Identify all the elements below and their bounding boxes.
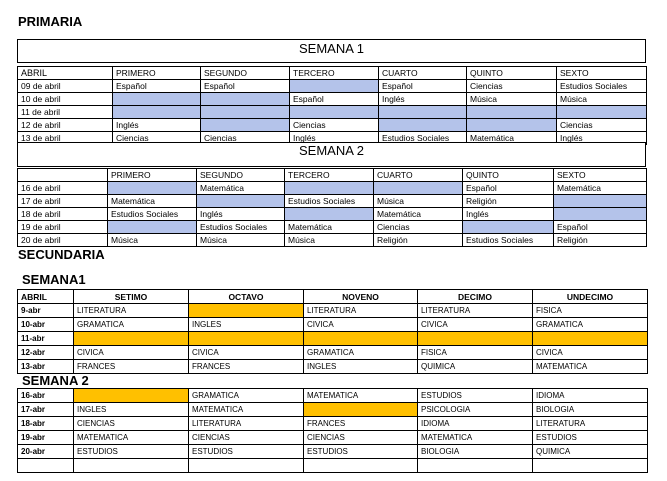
- table-header-row: [18, 67, 647, 80]
- secundaria-semana1-table: [17, 289, 648, 374]
- table-cell: Inglés: [113, 119, 201, 132]
- date-cell: 19-abr: [18, 431, 74, 445]
- date-cell: 20-abr: [18, 445, 74, 459]
- date-cell: [18, 459, 74, 473]
- table-row: [18, 195, 647, 208]
- header-cell: PRIMERO: [108, 169, 197, 182]
- table-cell: Matemática: [108, 195, 197, 208]
- table-cell: [285, 182, 374, 195]
- table-cell: ESTUDIOS: [74, 445, 189, 459]
- table-cell: Inglés: [290, 132, 379, 145]
- table-cell: CIENCIAS: [304, 431, 418, 445]
- table-cell: Música: [285, 234, 374, 247]
- table-row: [18, 221, 647, 234]
- table-cell: IDIOMA: [418, 417, 533, 431]
- table-cell: Español: [113, 80, 201, 93]
- table-cell: Español: [554, 221, 647, 234]
- table-row: [18, 360, 648, 374]
- table-cell: Música: [197, 234, 285, 247]
- table-cell: FRANCES: [304, 417, 418, 431]
- table-cell: [533, 459, 648, 473]
- primaria-title: PRIMARIA: [18, 14, 83, 29]
- table-row: [18, 389, 648, 403]
- table-cell: GRAMATICA: [74, 318, 189, 332]
- table-row: [18, 431, 648, 445]
- header-cell: SEXTO: [557, 67, 647, 80]
- table-cell: Ciencias: [113, 132, 201, 145]
- date-cell: 11-abr: [18, 332, 74, 346]
- table-cell: [467, 119, 557, 132]
- table-cell: Estudios Sociales: [197, 221, 285, 234]
- table-cell: FISICA: [533, 304, 648, 318]
- table-row: [18, 182, 647, 195]
- table-cell: [304, 403, 418, 417]
- table-cell: MATEMATICA: [74, 431, 189, 445]
- table-cell: [418, 459, 533, 473]
- table-cell: Religión: [374, 234, 463, 247]
- header-cell: SETIMO: [74, 290, 189, 304]
- date-cell: 09 de abril: [18, 80, 113, 93]
- table-cell: [554, 195, 647, 208]
- table-cell: [379, 119, 467, 132]
- table-row: [18, 80, 647, 93]
- table-cell: [74, 459, 189, 473]
- table-cell: [201, 106, 290, 119]
- table-cell: Estudios Sociales: [285, 195, 374, 208]
- table-cell: [379, 106, 467, 119]
- header-cell: SEGUNDO: [201, 67, 290, 80]
- table-row: [18, 106, 647, 119]
- date-cell: 18-abr: [18, 417, 74, 431]
- table-cell: [189, 459, 304, 473]
- table-cell: LITERATURA: [418, 304, 533, 318]
- table-cell: MATEMATICA: [533, 360, 648, 374]
- table-cell: Español: [379, 80, 467, 93]
- table-row: [18, 346, 648, 360]
- table-header-row: [18, 290, 648, 304]
- table-cell: LITERATURA: [74, 304, 189, 318]
- table-cell: LITERATURA: [304, 304, 418, 318]
- date-cell: 11 de abril: [18, 106, 113, 119]
- table-cell: GRAMATICA: [533, 318, 648, 332]
- table-cell: Matemática: [374, 208, 463, 221]
- table-cell: INGLES: [189, 318, 304, 332]
- date-cell: 10 de abril: [18, 93, 113, 106]
- table-row: [18, 318, 648, 332]
- header-cell: TERCERO: [290, 67, 379, 80]
- table-row: [18, 459, 648, 473]
- header-cell: SEXTO: [554, 169, 647, 182]
- table-cell: [74, 332, 189, 346]
- date-cell: 9-abr: [18, 304, 74, 318]
- header-cell: OCTAVO: [189, 290, 304, 304]
- table-cell: Inglés: [557, 132, 647, 145]
- table-cell: GRAMATICA: [304, 346, 418, 360]
- table-cell: [189, 332, 304, 346]
- table-cell: CIENCIAS: [74, 417, 189, 431]
- table-cell: [304, 332, 418, 346]
- table-cell: Matemática: [197, 182, 285, 195]
- header-cell: QUINTO: [467, 67, 557, 80]
- table-cell: [197, 195, 285, 208]
- table-cell: Estudios Sociales: [557, 80, 647, 93]
- table-cell: [189, 304, 304, 318]
- table-cell: [290, 80, 379, 93]
- date-cell: 12-abr: [18, 346, 74, 360]
- primaria-semana1-table: [17, 66, 647, 145]
- table-cell: ESTUDIOS: [418, 389, 533, 403]
- table-cell: INGLES: [304, 360, 418, 374]
- table-cell: Ciencias: [557, 119, 647, 132]
- table-cell: Ciencias: [201, 132, 290, 145]
- table-cell: [554, 208, 647, 221]
- date-cell: 12 de abril: [18, 119, 113, 132]
- header-cell: ABRIL: [18, 67, 113, 80]
- table-cell: CIENCIAS: [189, 431, 304, 445]
- table-cell: IDIOMA: [533, 389, 648, 403]
- table-cell: [374, 182, 463, 195]
- header-cell: CUARTO: [374, 169, 463, 182]
- table-cell: QUIMICA: [418, 360, 533, 374]
- table-cell: Estudios Sociales: [379, 132, 467, 145]
- table-cell: Matemática: [467, 132, 557, 145]
- table-cell: [201, 93, 290, 106]
- table-cell: FRANCES: [189, 360, 304, 374]
- table-cell: INGLES: [74, 403, 189, 417]
- table-cell: ESTUDIOS: [189, 445, 304, 459]
- table-header-row: [18, 169, 647, 182]
- primaria-semana2-label: SEMANA 2: [17, 142, 646, 167]
- table-cell: Español: [201, 80, 290, 93]
- table-row: [18, 304, 648, 318]
- table-cell: CIVICA: [533, 346, 648, 360]
- table-cell: Estudios Sociales: [463, 234, 554, 247]
- header-cell: QUINTO: [463, 169, 554, 182]
- date-cell: 13-abr: [18, 360, 74, 374]
- table-cell: PSICOLOGIA: [418, 403, 533, 417]
- table-cell: [533, 332, 648, 346]
- table-cell: [113, 106, 201, 119]
- table-cell: MATEMATICA: [304, 389, 418, 403]
- table-cell: Música: [467, 93, 557, 106]
- table-cell: Religión: [463, 195, 554, 208]
- table-row: [18, 445, 648, 459]
- table-cell: [418, 332, 533, 346]
- table-cell: Inglés: [463, 208, 554, 221]
- table-cell: [467, 106, 557, 119]
- secundaria-title: SECUNDARIA: [18, 247, 105, 262]
- table-cell: Música: [557, 93, 647, 106]
- secundaria-semana1-label: SEMANA1: [22, 272, 86, 287]
- date-cell: 16-abr: [18, 389, 74, 403]
- table-cell: Religión: [554, 234, 647, 247]
- table-cell: Inglés: [379, 93, 467, 106]
- primaria-semana1-label: SEMANA 1: [17, 39, 646, 63]
- table-cell: FISICA: [418, 346, 533, 360]
- table-cell: LITERATURA: [189, 417, 304, 431]
- table-cell: Ciencias: [290, 119, 379, 132]
- table-cell: CIVICA: [304, 318, 418, 332]
- date-cell: 18 de abril: [18, 208, 108, 221]
- header-cell: NOVENO: [304, 290, 418, 304]
- table-cell: QUIMICA: [533, 445, 648, 459]
- table-cell: [108, 221, 197, 234]
- table-cell: ESTUDIOS: [533, 431, 648, 445]
- table-cell: FRANCES: [74, 360, 189, 374]
- table-row: [18, 332, 648, 346]
- header-cell: PRIMERO: [113, 67, 201, 80]
- table-cell: MATEMATICA: [189, 403, 304, 417]
- table-cell: Ciencias: [374, 221, 463, 234]
- header-cell: TERCERO: [285, 169, 374, 182]
- date-cell: 13 de abril: [18, 132, 113, 145]
- table-cell: BIOLOGIA: [533, 403, 648, 417]
- date-cell: 17 de abril: [18, 195, 108, 208]
- date-cell: 19 de abril: [18, 221, 108, 234]
- table-row: [18, 403, 648, 417]
- table-cell: [201, 119, 290, 132]
- table-cell: Matemática: [554, 182, 647, 195]
- table-cell: Estudios Sociales: [108, 208, 197, 221]
- table-cell: BIOLOGIA: [418, 445, 533, 459]
- table-cell: [290, 106, 379, 119]
- table-cell: CIVICA: [418, 318, 533, 332]
- table-cell: LITERATURA: [533, 417, 648, 431]
- table-cell: MATEMATICA: [418, 431, 533, 445]
- table-row: [18, 119, 647, 132]
- date-cell: 20 de abril: [18, 234, 108, 247]
- header-cell: ABRIL: [18, 290, 74, 304]
- table-row: [18, 234, 647, 247]
- primaria-semana2-table: [17, 168, 647, 247]
- table-cell: [463, 221, 554, 234]
- table-cell: [557, 106, 647, 119]
- table-cell: [108, 182, 197, 195]
- header-cell: [18, 169, 108, 182]
- table-cell: Música: [374, 195, 463, 208]
- header-cell: UNDECIMO: [533, 290, 648, 304]
- date-cell: 17-abr: [18, 403, 74, 417]
- table-cell: Matemática: [285, 221, 374, 234]
- table-cell: CIVICA: [189, 346, 304, 360]
- table-row: [18, 208, 647, 221]
- secundaria-semana2-table: [17, 388, 648, 473]
- header-cell: SEGUNDO: [197, 169, 285, 182]
- date-cell: 10-abr: [18, 318, 74, 332]
- table-cell: Música: [108, 234, 197, 247]
- table-cell: Español: [290, 93, 379, 106]
- table-cell: Inglés: [197, 208, 285, 221]
- table-cell: [285, 208, 374, 221]
- table-cell: Ciencias: [467, 80, 557, 93]
- table-cell: CIVICA: [74, 346, 189, 360]
- secundaria-semana2-label: SEMANA 2: [22, 373, 89, 388]
- date-cell: 16 de abril: [18, 182, 108, 195]
- table-row: [18, 93, 647, 106]
- table-cell: ESTUDIOS: [304, 445, 418, 459]
- table-cell: Español: [463, 182, 554, 195]
- header-cell: CUARTO: [379, 67, 467, 80]
- table-cell: [304, 459, 418, 473]
- table-cell: GRAMATICA: [189, 389, 304, 403]
- header-cell: DECIMO: [418, 290, 533, 304]
- table-cell: [74, 389, 189, 403]
- table-row: [18, 417, 648, 431]
- table-cell: [113, 93, 201, 106]
